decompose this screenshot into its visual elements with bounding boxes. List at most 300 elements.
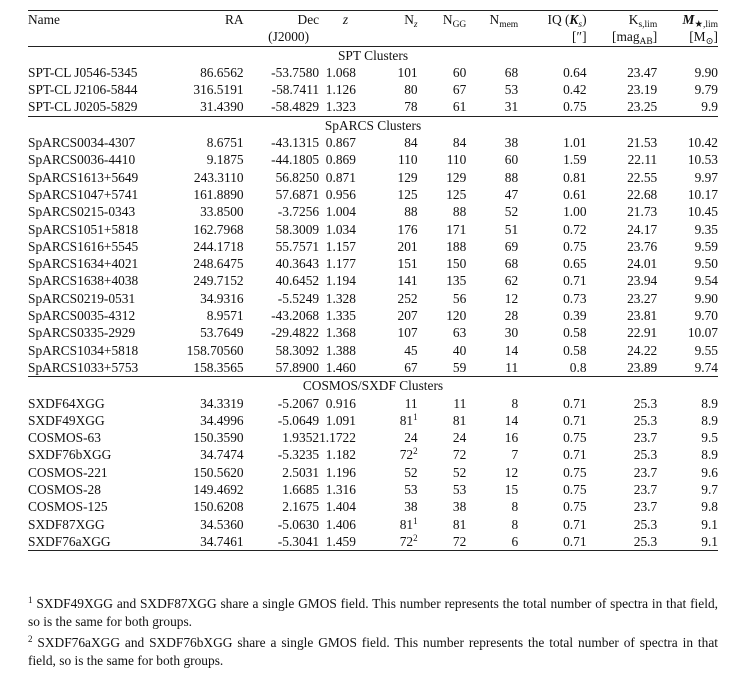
footnotes <box>28 595 718 673</box>
cell-name-value: SXDF64XGG <box>28 395 105 411</box>
nz-sub: z <box>413 20 418 30</box>
cell-iq <box>518 533 586 551</box>
cell-ngg-value: 63 <box>452 325 467 341</box>
cell-nmem-value: 14 <box>504 412 519 428</box>
cell-ks <box>587 481 658 498</box>
cell-nz <box>372 395 418 412</box>
cell-mlim-value: 9.54 <box>694 273 718 289</box>
cell-mlim-value: 9.74 <box>694 359 718 375</box>
cell-dec <box>244 481 320 498</box>
cell-dec <box>244 429 320 446</box>
cell-nz-value: 207 <box>397 308 418 324</box>
table-row <box>28 429 718 446</box>
cell-ks <box>587 533 658 551</box>
cell-iq-value: 0.71 <box>563 412 587 428</box>
ngg-sub: GG <box>452 20 467 30</box>
cell-name <box>28 307 173 324</box>
cell-name-value: SXDF76aXGG <box>28 533 111 549</box>
cell-z-value: 0.867 <box>325 135 356 151</box>
cell-name-value: SPT-CL J0205-5829 <box>28 99 138 115</box>
cell-ngg <box>418 221 467 238</box>
cell-dec <box>244 203 320 220</box>
cell-nz <box>372 221 418 238</box>
units-iq: [″] <box>572 29 587 45</box>
cell-ra <box>173 395 244 412</box>
cell-nz <box>372 464 418 481</box>
cell-dec-value: -5.0649 <box>277 412 320 428</box>
cell-iq-value: 0.58 <box>563 325 587 341</box>
cell-ks-value: 23.94 <box>627 273 658 289</box>
cell-nmem <box>466 307 518 324</box>
cell-nz-value: 81 <box>399 516 414 532</box>
cell-ngg <box>418 429 467 446</box>
cell-dec <box>244 516 320 533</box>
header-units-row <box>28 28 718 46</box>
table-row <box>28 272 718 289</box>
cell-mlim-value: 10.17 <box>687 186 718 202</box>
cell-mlim <box>657 359 718 377</box>
cell-nmem-value: 6 <box>511 533 519 549</box>
cell-name <box>28 64 173 81</box>
cell-name-value: SpARCS0219-0531 <box>28 290 136 306</box>
cell-ra-value: 150.5620 <box>193 464 244 480</box>
cell-name-value: SpARCS0034-4307 <box>28 135 136 151</box>
cell-name <box>28 446 173 463</box>
cell-ra-value: 33.8500 <box>200 204 244 220</box>
cell-iq <box>518 516 586 533</box>
cell-name <box>28 151 173 168</box>
cell-ra-value: 34.9316 <box>200 290 244 306</box>
col-header-z <box>319 11 372 29</box>
cell-nmem-value: 38 <box>504 135 519 151</box>
cell-mlim <box>657 464 718 481</box>
cell-nmem-value: 15 <box>504 482 519 498</box>
cell-z-value: 1.1722 <box>319 430 356 446</box>
cell-dec <box>244 169 320 186</box>
cell-nz-value: 78 <box>404 99 418 115</box>
cell-ks <box>587 324 658 341</box>
cell-mlim <box>657 221 718 238</box>
table-row <box>28 221 718 238</box>
cell-z <box>319 221 372 238</box>
cell-ngg-value: 72 <box>452 533 467 549</box>
cell-nz <box>372 307 418 324</box>
cell-nmem-value: 68 <box>504 64 519 80</box>
cell-nz-value: 24 <box>404 430 418 446</box>
cell-nz <box>372 481 418 498</box>
cell-nmem <box>466 169 518 186</box>
cell-dec <box>244 272 320 289</box>
cell-ngg-value: 67 <box>452 82 467 98</box>
cell-z <box>319 307 372 324</box>
ks-base: K <box>628 12 639 27</box>
cell-ra <box>173 151 244 168</box>
cell-ra <box>173 203 244 220</box>
cell-ngg-value: 24 <box>452 430 467 446</box>
footnote-marker: 1 <box>413 515 418 526</box>
cell-ngg <box>418 238 467 255</box>
cell-iq-value: 0.72 <box>563 221 587 237</box>
cell-nmem-value: 14 <box>504 342 519 358</box>
cell-z <box>319 429 372 446</box>
cell-ra-value: 8.9571 <box>206 308 244 324</box>
cell-ra-value: 34.7474 <box>200 447 244 463</box>
cell-dec <box>244 186 320 203</box>
cell-ngg <box>418 169 467 186</box>
cell-mlim-value: 10.53 <box>687 152 718 168</box>
cell-z <box>319 516 372 533</box>
cell-nz-value: 45 <box>404 342 418 358</box>
cell-ra <box>173 446 244 463</box>
cell-ngg-value: 120 <box>446 308 467 324</box>
units-ks <box>587 28 658 46</box>
table-row <box>28 98 718 116</box>
cell-z-value: 0.956 <box>325 186 356 202</box>
cell-iq <box>518 464 586 481</box>
cell-nmem-value: 60 <box>504 152 519 168</box>
cell-ks-value: 23.7 <box>633 430 658 446</box>
cell-dec <box>244 221 320 238</box>
col-header-mlim <box>657 11 718 29</box>
table-row <box>28 395 718 412</box>
cell-mlim <box>657 169 718 186</box>
cell-ngg <box>418 272 467 289</box>
cell-dec-value: -29.4822 <box>271 325 320 341</box>
cell-ra <box>173 290 244 307</box>
cell-mlim <box>657 516 718 533</box>
cell-mlim-value: 9.7 <box>701 482 718 498</box>
cell-dec-value: -3.7256 <box>277 204 320 220</box>
cell-mlim <box>657 272 718 289</box>
units-mlim <box>657 28 718 46</box>
cell-nmem <box>466 221 518 238</box>
cell-z-value: 1.196 <box>325 464 356 480</box>
cell-iq <box>518 481 586 498</box>
cell-iq-value: 0.61 <box>563 186 587 202</box>
table-row <box>28 134 718 151</box>
cell-ngg <box>418 446 467 463</box>
mlim-unit-sub: ⊙ <box>705 37 714 48</box>
cell-ngg <box>418 307 467 324</box>
cell-dec <box>244 359 320 377</box>
cell-ks <box>587 134 658 151</box>
table-row <box>28 342 718 359</box>
table-row <box>28 516 718 533</box>
cell-ks <box>587 64 658 81</box>
cell-dec <box>244 81 320 98</box>
cell-mlim <box>657 203 718 220</box>
cell-nmem <box>466 272 518 289</box>
cell-ngg <box>418 186 467 203</box>
cell-dec-value: 40.6452 <box>275 273 320 289</box>
cell-ks <box>587 307 658 324</box>
cell-ks <box>587 412 658 429</box>
cell-ks <box>587 446 658 463</box>
table-row <box>28 324 718 341</box>
cell-z-value: 1.034 <box>325 221 356 237</box>
cell-ngg-value: 129 <box>446 169 467 185</box>
cell-dec-value: -44.1805 <box>271 152 320 168</box>
cell-ks-value: 25.3 <box>633 447 658 463</box>
cell-name <box>28 342 173 359</box>
cell-dec-value: 57.8900 <box>275 359 320 375</box>
cell-nmem <box>466 134 518 151</box>
cell-mlim <box>657 429 718 446</box>
cell-nmem-value: 31 <box>504 99 519 115</box>
cell-dec <box>244 290 320 307</box>
cell-name <box>28 81 173 98</box>
cell-name-value: SpARCS1634+4021 <box>28 256 139 272</box>
cell-iq-value: 0.71 <box>563 533 587 549</box>
cell-name-value: SPT-CL J2106-5844 <box>28 82 138 98</box>
cell-ngg <box>418 203 467 220</box>
cell-iq-value: 1.00 <box>563 204 587 220</box>
cell-ks-value: 22.11 <box>627 152 658 168</box>
ks-sub: s,lim <box>638 20 658 30</box>
cell-mlim <box>657 255 718 272</box>
cell-mlim-value: 9.35 <box>694 221 718 237</box>
cell-mlim <box>657 324 718 341</box>
cell-ngg-value: 81 <box>452 412 467 428</box>
cell-mlim-value: 9.59 <box>694 238 718 254</box>
cell-mlim-value: 9.55 <box>694 342 718 358</box>
cell-nz <box>372 169 418 186</box>
cell-name-value: SpARCS1047+5741 <box>28 186 139 202</box>
cell-nz-value: 84 <box>404 135 418 151</box>
cell-nz <box>372 516 418 533</box>
table-row <box>28 307 718 324</box>
col-header-ks <box>587 11 658 29</box>
cell-dec-value: -53.7580 <box>271 64 320 80</box>
cell-dec-value: -43.1315 <box>271 135 320 151</box>
cell-ngg-value: 38 <box>452 499 467 515</box>
cell-iq <box>518 272 586 289</box>
cell-ra-value: 150.6208 <box>193 499 244 515</box>
cell-nmem <box>466 64 518 81</box>
cell-iq-value: 0.75 <box>563 430 587 446</box>
cell-iq-value: 0.75 <box>563 499 587 515</box>
section-title: COSMOS/SXDF Clusters <box>302 378 444 394</box>
cell-nz-value: 107 <box>397 325 418 341</box>
cell-nmem <box>466 324 518 341</box>
cell-nz-value: 53 <box>404 482 418 498</box>
cell-iq <box>518 359 586 377</box>
cell-iq <box>518 186 586 203</box>
cell-ra-value: 34.5360 <box>200 516 244 532</box>
cell-ra-value: 8.6751 <box>206 135 244 151</box>
cell-nz <box>372 64 418 81</box>
cell-dec <box>244 395 320 412</box>
iq-sub: s <box>578 20 583 30</box>
cell-name <box>28 169 173 186</box>
cell-mlim <box>657 481 718 498</box>
cell-nmem <box>466 238 518 255</box>
cell-nz-value: 151 <box>397 256 418 272</box>
cell-mlim-value: 9.6 <box>701 464 718 480</box>
cluster-table <box>28 10 718 551</box>
cell-iq <box>518 446 586 463</box>
cell-name <box>28 324 173 341</box>
cell-z <box>319 64 372 81</box>
cell-iq-value: 0.71 <box>563 516 587 532</box>
cell-z-value: 1.335 <box>325 308 356 324</box>
cell-ks-value: 24.22 <box>627 342 658 358</box>
cell-name-value: SXDF49XGG <box>28 412 105 428</box>
cell-ngg-value: 40 <box>452 342 467 358</box>
cell-mlim-value: 8.9 <box>701 412 718 428</box>
cell-mlim-value: 9.8 <box>701 499 718 515</box>
cell-iq-value: 0.42 <box>563 82 587 98</box>
cell-iq <box>518 64 586 81</box>
units-ngg <box>418 28 467 46</box>
cell-name <box>28 238 173 255</box>
cell-ngg <box>418 290 467 307</box>
cell-iq <box>518 169 586 186</box>
cell-dec-value: -5.3235 <box>277 447 320 463</box>
cell-ngg-value: 53 <box>452 482 467 498</box>
cell-iq <box>518 412 586 429</box>
cell-z <box>319 412 372 429</box>
cell-nz-value: 11 <box>404 395 418 411</box>
cell-ks-value: 24.01 <box>627 256 658 272</box>
cell-nz-value: 252 <box>397 290 418 306</box>
cell-ra-value: 150.3590 <box>193 430 244 446</box>
cell-z <box>319 464 372 481</box>
iq-base: IQ ( <box>547 12 570 27</box>
cell-iq <box>518 255 586 272</box>
cell-z <box>319 533 372 551</box>
cell-ra-value: 53.7649 <box>200 325 244 341</box>
cell-nz <box>372 238 418 255</box>
cell-ra <box>173 464 244 481</box>
cell-mlim <box>657 98 718 116</box>
cell-dec-value: -5.0630 <box>277 516 320 532</box>
cell-ks-value: 23.47 <box>627 64 658 80</box>
section-header-row <box>28 117 718 134</box>
ks-unit-sub: AB <box>639 37 653 48</box>
cell-ngg-value: 61 <box>452 99 467 115</box>
cell-nmem <box>466 186 518 203</box>
cell-dec-value: 57.6871 <box>275 186 320 202</box>
cell-dec <box>244 533 320 551</box>
cell-name-value: SpARCS1613+5649 <box>28 169 139 185</box>
cell-ngg-value: 84 <box>452 135 467 151</box>
cell-ngg-value: 125 <box>446 186 467 202</box>
cell-nmem-value: 69 <box>504 238 519 254</box>
cell-dec-value: -58.7411 <box>271 82 320 98</box>
cell-z-value: 1.177 <box>325 256 356 272</box>
cell-z-value: 0.916 <box>325 395 356 411</box>
cell-mlim-value: 9.70 <box>694 308 718 324</box>
cell-mlim <box>657 533 718 551</box>
cell-ra-value: 149.4692 <box>193 482 244 498</box>
cell-z <box>319 186 372 203</box>
table-row <box>28 481 718 498</box>
cell-nmem <box>466 429 518 446</box>
cell-ks-value: 22.91 <box>627 325 658 341</box>
cell-ngg <box>418 359 467 377</box>
cell-ks-value: 23.89 <box>627 359 658 375</box>
cell-dec <box>244 342 320 359</box>
cell-dec-value: -5.5249 <box>277 290 320 306</box>
cell-iq <box>518 151 586 168</box>
cell-iq-value: 0.75 <box>563 99 587 115</box>
cell-ngg <box>418 81 467 98</box>
cell-z <box>319 203 372 220</box>
cell-ngg <box>418 412 467 429</box>
col-header-nz <box>372 11 418 29</box>
cell-name <box>28 464 173 481</box>
cell-z <box>319 98 372 116</box>
cell-dec-value: 58.3092 <box>275 342 320 358</box>
cell-nmem <box>466 481 518 498</box>
cell-z <box>319 290 372 307</box>
table-row <box>28 464 718 481</box>
cell-nmem-value: 16 <box>504 430 519 446</box>
cell-name-value: SPT-CL J0546-5345 <box>28 64 138 80</box>
cell-ks <box>587 186 658 203</box>
units-nz <box>372 28 418 46</box>
cell-ngg <box>418 481 467 498</box>
cell-name <box>28 221 173 238</box>
cell-iq <box>518 98 586 116</box>
cell-ra <box>173 238 244 255</box>
cell-dec <box>244 151 320 168</box>
cell-dec <box>244 412 320 429</box>
cell-nz-value: 38 <box>404 499 418 515</box>
cell-ks <box>587 221 658 238</box>
cell-z-value: 0.869 <box>325 152 356 168</box>
table-row <box>28 533 718 551</box>
cell-ra <box>173 429 244 446</box>
cell-nz <box>372 98 418 116</box>
ks-unit-base: [mag <box>612 29 640 45</box>
cell-nmem <box>466 255 518 272</box>
cell-name-value: COSMOS-125 <box>28 499 108 515</box>
cell-name-value: SpARCS0035-4312 <box>28 308 136 324</box>
cell-ks <box>587 272 658 289</box>
cell-iq-value: 0.75 <box>563 464 587 480</box>
cell-nz-value: 201 <box>397 238 418 254</box>
cell-name <box>28 481 173 498</box>
cell-name <box>28 533 173 551</box>
cell-name <box>28 272 173 289</box>
cell-mlim <box>657 412 718 429</box>
cell-nmem-value: 8 <box>511 395 519 411</box>
cell-dec-value: 55.7571 <box>275 238 320 254</box>
cell-z <box>319 481 372 498</box>
cell-nz <box>372 342 418 359</box>
cell-nz <box>372 290 418 307</box>
cell-dec-value: 2.1675 <box>282 499 320 515</box>
col-header-iq <box>518 11 586 29</box>
cell-iq-value: 0.65 <box>563 256 587 272</box>
table-row <box>28 186 718 203</box>
cell-ngg-value: 60 <box>452 64 467 80</box>
cell-nmem-value: 52 <box>504 204 519 220</box>
cell-ks-value: 25.3 <box>633 516 658 532</box>
cell-ks <box>587 81 658 98</box>
cell-name-value: SpARCS1051+5818 <box>28 221 139 237</box>
cell-mlim-value: 9.1 <box>701 533 718 549</box>
cell-z-value: 1.323 <box>325 99 356 115</box>
cell-z <box>319 395 372 412</box>
footnote <box>28 634 718 670</box>
cell-ngg-value: 56 <box>452 290 467 306</box>
footnote-marker: 2 <box>413 446 418 457</box>
cell-iq-value: 0.64 <box>563 64 587 80</box>
cell-ngg-value: 88 <box>452 204 467 220</box>
